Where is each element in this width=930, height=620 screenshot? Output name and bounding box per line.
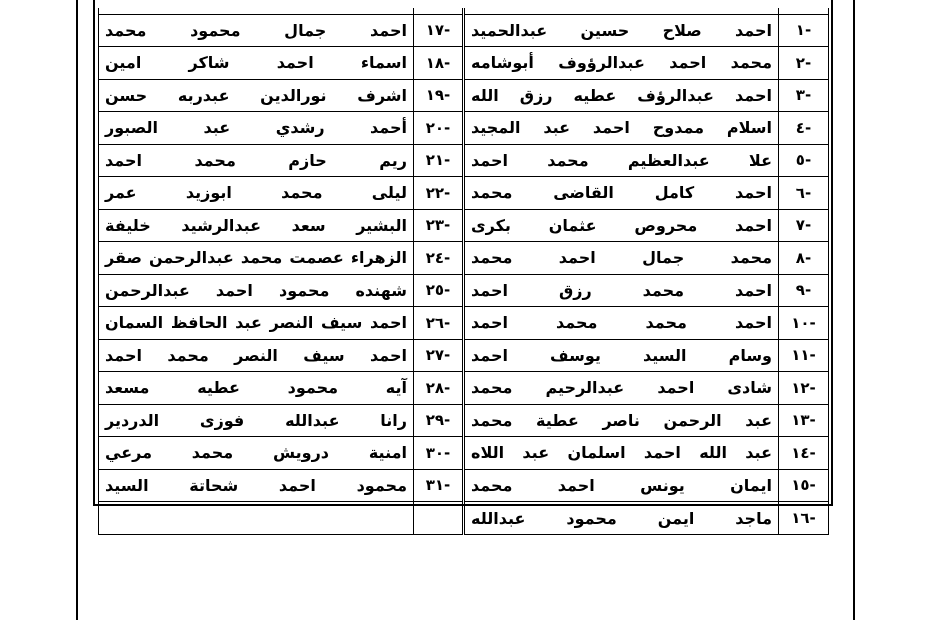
right-name-cell: ايمان يونس احمد محمد [464, 469, 779, 502]
right-name-cell: احمد محروص عثمان بكرى [464, 209, 779, 242]
right-num-cell: -٦ [779, 177, 829, 210]
right-num-cell: -١٤ [779, 437, 829, 470]
left-name-cell: شهنده محمود احمد عبدالرحمن [99, 274, 414, 307]
right-name-cell: محمد جمال احمد محمد [464, 242, 779, 275]
left-name-cell: البشير سعد عبدالرشيد خليفة [99, 209, 414, 242]
left-name-cell: ليلى محمد ابوزيد عمر [99, 177, 414, 210]
left-num-cell: -٣١ [414, 469, 464, 502]
right-name-cell: عبد الله احمد اسلمان عبد اللاه [464, 437, 779, 470]
left-num-cell: -٢١ [414, 144, 464, 177]
right-num-cell: -٢ [779, 47, 829, 80]
left-num-cell: -١٨ [414, 47, 464, 80]
table-row [99, 502, 829, 535]
table-row [99, 79, 829, 112]
left-num-cell: -١٧ [414, 14, 464, 47]
left-num-cell: -٢٤ [414, 242, 464, 275]
table-row [99, 112, 829, 145]
left-name-cell: رانا عبدالله فوزى الدردير [99, 404, 414, 437]
table-row [99, 274, 829, 307]
left-num-cell: -٣٠ [414, 437, 464, 470]
right-name-cell: احمد كامل القاضى محمد [464, 177, 779, 210]
table-row [99, 372, 829, 405]
names-table [98, 8, 829, 535]
table-row [99, 404, 829, 437]
right-num-cell: -٤ [779, 112, 829, 145]
table-row [99, 14, 829, 47]
right-name-cell: شادى احمد عبدالرحيم محمد [464, 372, 779, 405]
left-num-cell: -١٩ [414, 79, 464, 112]
right-name-cell: اسلام ممدوح احمد عبد المجيد [464, 112, 779, 145]
right-num-cell: -١٣ [779, 404, 829, 437]
left-name-cell: محمود احمد شحاتة السيد [99, 469, 414, 502]
table-row [99, 144, 829, 177]
right-num-cell: -١٠ [779, 307, 829, 340]
left-name-cell: أحمد رشدي عبد الصبور [99, 112, 414, 145]
right-name-cell: ماجد ايمن محمود عبدالله [464, 502, 779, 535]
left-name-cell: احمد سيف النصر محمد احمد [99, 339, 414, 372]
right-num-cell: -١١ [779, 339, 829, 372]
right-name-cell: وسام السيد يوسف احمد [464, 339, 779, 372]
table-row [99, 437, 829, 470]
right-num-cell: -٨ [779, 242, 829, 275]
left-name-cell: ريم حازم محمد احمد [99, 144, 414, 177]
left-name-cell: آيه محمود عطيه مسعد [99, 372, 414, 405]
left-num-cell: -٢٧ [414, 339, 464, 372]
left-name-cell: اسماء احمد شاكر امين [99, 47, 414, 80]
right-num-cell: -١٥ [779, 469, 829, 502]
table-row [99, 307, 829, 340]
right-name-cell: احمد محمد رزق احمد [464, 274, 779, 307]
table-row [99, 242, 829, 275]
right-num-cell: -٣ [779, 79, 829, 112]
table-row [99, 469, 829, 502]
left-name-cell: امنية درويش محمد مرعي [99, 437, 414, 470]
right-num-cell: -٥ [779, 144, 829, 177]
right-name-cell: احمد صلاح حسين عبدالحميد [464, 14, 779, 47]
left-num-cell: -٢٣ [414, 209, 464, 242]
left-num-cell: -٢٠ [414, 112, 464, 145]
left-num-cell: -٢٦ [414, 307, 464, 340]
table-row [99, 209, 829, 242]
left-name-cell: الزهراء عصمت محمد عبدالرحمن صقر [99, 242, 414, 275]
left-num-cell [414, 502, 464, 535]
names-table-body [99, 8, 829, 535]
left-num-cell: -٢٢ [414, 177, 464, 210]
left-name-cell [99, 502, 414, 535]
right-name-cell: احمد عبدالرؤف عطيه رزق الله [464, 79, 779, 112]
right-name-cell: محمد احمد عبدالرؤوف أبوشامه [464, 47, 779, 80]
left-num-cell: -٢٩ [414, 404, 464, 437]
left-name-cell: احمد سيف النصر عبد الحافظ السمان [99, 307, 414, 340]
page-border-left [76, 0, 78, 620]
right-num-cell: -١٢ [779, 372, 829, 405]
left-name-cell: احمد جمال محمود محمد [99, 14, 414, 47]
right-num-cell: -٧ [779, 209, 829, 242]
right-name-cell: عبد الرحمن ناصر عطية محمد [464, 404, 779, 437]
left-name-cell: اشرف نورالدين عبدربه حسن [99, 79, 414, 112]
right-num-cell: -١٦ [779, 502, 829, 535]
table-row [99, 339, 829, 372]
table-row [99, 47, 829, 80]
left-num-cell: -٢٥ [414, 274, 464, 307]
right-name-cell: علا عبدالعظيم محمد احمد [464, 144, 779, 177]
page-border-right [853, 0, 855, 620]
right-name-cell: احمد محمد محمد احمد [464, 307, 779, 340]
right-num-cell: -١ [779, 14, 829, 47]
left-num-cell: -٢٨ [414, 372, 464, 405]
table-row [99, 177, 829, 210]
right-num-cell: -٩ [779, 274, 829, 307]
